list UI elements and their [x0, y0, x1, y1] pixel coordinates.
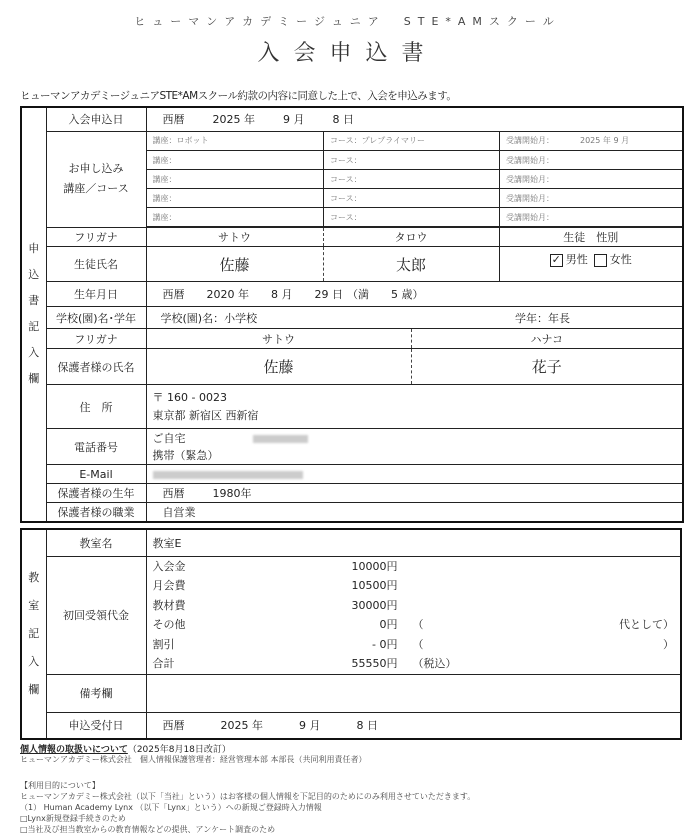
- fee-amount: 30000円: [351, 598, 398, 612]
- fees-list: [146, 556, 681, 674]
- guardian-last-name[interactable]: 佐藤: [146, 349, 411, 385]
- fee-row: 割引 - 0円 （ ）: [153, 635, 675, 655]
- form-side-label: [21, 107, 46, 522]
- female-label: 女性: [609, 253, 632, 266]
- course-field[interactable]: コース：: [324, 189, 500, 208]
- classroom-label: 教室名: [46, 529, 146, 556]
- page-title: 入会申込書: [257, 41, 438, 66]
- side-label-char: 記: [28, 627, 40, 640]
- koza-field[interactable]: 講座：ロボット: [147, 132, 324, 151]
- side-label-char: 室: [28, 599, 40, 612]
- privacy-line: （1） Human Academy Lynx （以下「Lynx」という）への新規ご登録時入力情報: [20, 803, 322, 812]
- start-month-field[interactable]: 受講開始月：: [500, 208, 683, 227]
- course-field[interactable]: コース：: [324, 208, 500, 227]
- male-label: 男性: [565, 253, 588, 266]
- guardian-furigana-label: フリガナ: [46, 329, 146, 349]
- agreement-text: ヒューマンアカデミージュニアSTE*AMスクール約款の内容に同意した上で、入会を申込みます。: [20, 90, 457, 102]
- email-label: E-Mail: [46, 465, 146, 484]
- classroom-side-label: [21, 529, 46, 739]
- address-value[interactable]: 〒 160 - 0023 東京都 新宿区 西新宿: [146, 385, 683, 429]
- guardian-birth-label: 保護者様の生年: [46, 484, 146, 503]
- birthdate-value[interactable]: 西暦 2020 年 8 月 29 日 （満 5 歳）: [146, 282, 683, 307]
- side-label-char: 記: [28, 320, 40, 334]
- birthdate-label: 生年月日: [46, 282, 146, 307]
- phone-value[interactable]: ご自宅 携帯（緊急）: [146, 429, 683, 465]
- remarks-field[interactable]: [146, 674, 681, 712]
- fees-label: 初回受領代金: [46, 556, 146, 674]
- student-name-label: 生徒氏名: [46, 247, 146, 282]
- fee-amount: 55550円: [351, 657, 398, 670]
- privacy-line: □当社及び担当教室からの教育情報などの提供、アンケート調査のため: [20, 825, 276, 834]
- koza-field[interactable]: 講座：: [147, 151, 324, 170]
- side-label-char: 込: [28, 268, 40, 282]
- furigana-label: フリガナ: [46, 228, 146, 247]
- course-row: [147, 151, 683, 170]
- course-field[interactable]: コース：プレプライマリー: [324, 132, 500, 151]
- fee-amount: 0円: [379, 618, 398, 631]
- side-label-char: 申: [28, 242, 40, 256]
- student-furigana-first[interactable]: タロウ: [323, 228, 499, 247]
- purpose-title: 【利用目的について】: [20, 781, 100, 790]
- privacy-manager: ヒューマンアカデミー株式会社 個人情報保護管理者：経営管理本部 本部長（共同利用責任者）: [20, 755, 367, 764]
- classroom-table: [20, 528, 682, 740]
- koza-field[interactable]: 講座：: [147, 208, 324, 227]
- course-row: [147, 189, 683, 208]
- side-label-char: 入: [28, 655, 40, 668]
- student-first-name[interactable]: 太郎: [323, 247, 499, 282]
- fee-row: その他 0円 （ 代として）: [153, 615, 675, 635]
- side-label-char: 欄: [28, 372, 40, 386]
- start-month-field[interactable]: 受講開始月：: [500, 189, 683, 208]
- female-checkbox[interactable]: [594, 254, 607, 267]
- course-label: お申し込み 講座／コース: [46, 131, 146, 228]
- fee-name: 割引: [152, 637, 175, 651]
- guardian-furigana-first[interactable]: ハナコ: [411, 329, 683, 349]
- accept-date-value[interactable]: 西暦 2025 年 9 月 8 日: [146, 712, 681, 739]
- fee-row: [153, 596, 675, 616]
- course-row: [147, 170, 683, 189]
- student-last-name[interactable]: 佐藤: [146, 247, 323, 282]
- course-row: [147, 208, 683, 227]
- fee-name: その他: [152, 618, 186, 631]
- start-month-field[interactable]: 受講開始月：: [500, 170, 683, 189]
- fee-row: [153, 557, 675, 577]
- fee-amount: 10000円: [351, 559, 398, 573]
- remarks-label: 備考欄: [46, 674, 146, 712]
- fee-name: 入会金: [152, 559, 186, 573]
- fee-row: 合計 55550円 （税込）: [153, 654, 675, 674]
- privacy-title: 個人情報の取扱いについて: [20, 745, 128, 755]
- course-field[interactable]: コース：: [324, 151, 500, 170]
- school-label: 学校(園)名･学年: [46, 307, 146, 329]
- side-label-char: 欄: [28, 683, 40, 696]
- fee-amount: 10500円: [351, 579, 398, 592]
- course-field[interactable]: コース：: [324, 170, 500, 189]
- fee-row: [153, 576, 675, 596]
- apply-date-value[interactable]: 西暦 2025 年 9 月 8 日: [146, 107, 683, 131]
- accept-date-label: 申込受付日: [46, 712, 146, 739]
- side-label-char: 入: [28, 346, 40, 360]
- fee-name: 月会費: [152, 579, 186, 592]
- classroom-value[interactable]: 教室E: [146, 529, 681, 556]
- school-name-subtitle: ヒューマンアカデミージュニア STE*AMスクール: [134, 15, 561, 28]
- job-label: 保護者様の職業: [46, 503, 146, 522]
- guardian-birth-value[interactable]: 西暦 1980年: [146, 484, 683, 503]
- koza-field[interactable]: 講座：: [147, 189, 324, 208]
- email-value[interactable]: [146, 465, 683, 484]
- gender-label: 生徒 性別: [499, 228, 683, 247]
- grade-value[interactable]: 学年：年長: [499, 307, 683, 329]
- privacy-line: ヒューマンアカデミー株式会社（以下「当社」という）はお客様の個人情報を下記目的のためにのみ利用させていただきます。: [20, 792, 476, 801]
- address-label: 住 所: [46, 385, 146, 429]
- side-label-char: 教: [28, 571, 40, 584]
- course-table: [147, 132, 683, 228]
- start-month-field[interactable]: 受講開始月：: [500, 151, 683, 170]
- guardian-name-label: 保護者様の氏名: [46, 349, 146, 385]
- guardian-furigana-last[interactable]: サトウ: [146, 329, 411, 349]
- job-value[interactable]: 自営業: [146, 503, 683, 522]
- side-label-char: 書: [28, 294, 40, 308]
- school-value[interactable]: 学校(園)名：小学校: [146, 307, 499, 329]
- male-checkbox[interactable]: ✓: [551, 252, 561, 266]
- privacy-line: □Lynx新規登録手続きのため: [20, 814, 126, 823]
- koza-field[interactable]: 講座：: [147, 170, 324, 189]
- application-form-table: [20, 106, 684, 523]
- start-month-field[interactable]: 受講開始月： 2025 年 9 月: [500, 132, 683, 151]
- fee-name: 教材費: [152, 598, 186, 612]
- guardian-first-name[interactable]: 花子: [411, 349, 683, 385]
- fee-name: 合計: [152, 657, 175, 670]
- course-row: [147, 132, 683, 151]
- phone-label: 電話番号: [46, 429, 146, 465]
- fee-amount: - 0円: [372, 637, 398, 651]
- student-furigana-last[interactable]: サトウ: [146, 228, 323, 247]
- privacy-revised: （2025年8月18日改訂）: [127, 745, 231, 755]
- apply-date-label: 入会申込日: [46, 107, 146, 131]
